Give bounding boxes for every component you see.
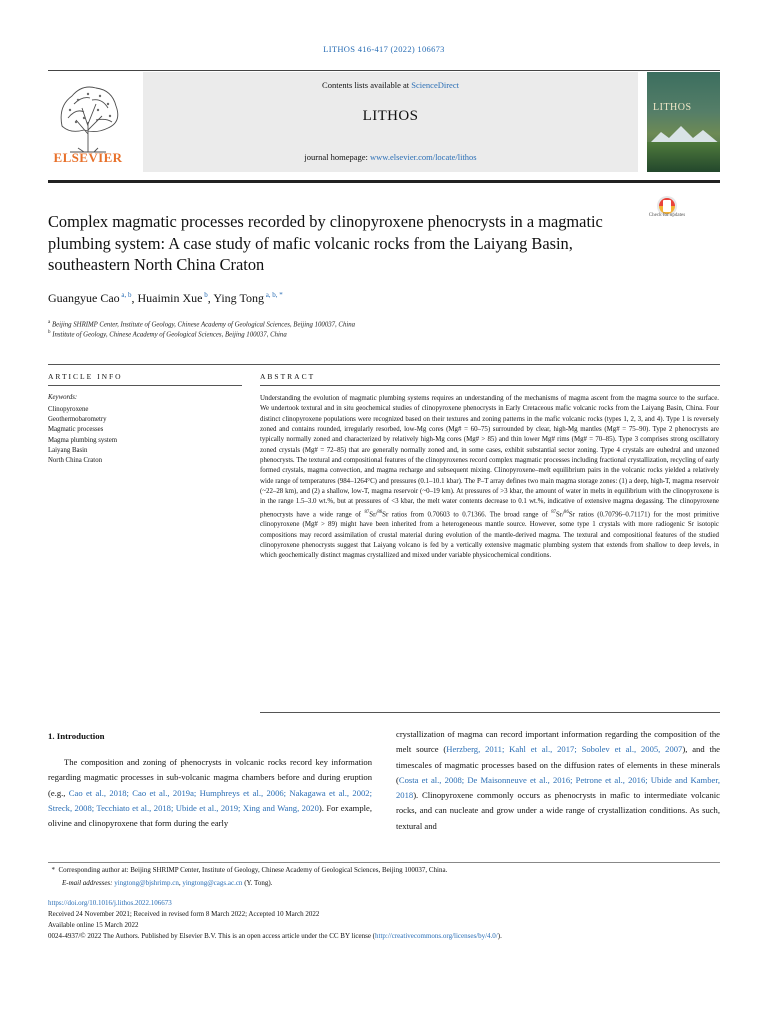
keyword-item[interactable]: Magma plumbing system	[48, 436, 118, 444]
cover-meadow	[647, 142, 720, 172]
author-name[interactable]: Guangyue Cao	[48, 291, 120, 305]
keyword-item[interactable]: North China Craton	[48, 457, 102, 465]
journal-cover-thumbnail[interactable]	[647, 72, 720, 172]
check-for-updates-icon[interactable]	[650, 194, 684, 228]
affiliation: $^b$ Institute of Geology, Chinese Academy of Geological Sciences, Beijing 100037, China	[48, 330, 287, 339]
keyword-item[interactable]: Laiyang Basin	[48, 446, 88, 454]
author-affiliation-mark[interactable]: b	[204, 291, 208, 299]
check-for-updates-label[interactable]: Check for updates	[648, 213, 686, 218]
keyword-item[interactable]: Magmatic processes	[48, 426, 104, 434]
author-list: Guangyue Cao $^{a, b}$, Huaimin Xue $^b$, Ying Tong $^{a, b, *}$	[48, 291, 283, 305]
article-info-heading: ARTICLE INFO	[48, 372, 123, 381]
citation-links[interactable]: Costa et al., 2008; De Maisonneuve et al., 2016; Petrone et al., 2016; Ubide and Kamber, 2018	[396, 774, 720, 801]
email-addresses: E-mail addresses: yingtong@bjshrimp.cn, yingtong@cags.ac.cn (Y. Tong).	[62, 879, 273, 887]
journal-name: LITHOS	[362, 108, 419, 124]
license-statement: 0024-4937/© 2022 The Authors. Published by Elsevier B.V. This is an open access article under the CC BY license (http://creativecommons.org/licenses/by/4.0/).	[48, 932, 502, 940]
abstract-text: Understanding the evolution of magmatic plumbing systems requires an understanding of the mechanisms of magma ascent from the magma source to the surface. We undertook textural and in situ geochemical studies of clinopyroxene phenocrysts in Early Cretaceous mafic volcanic rocks from the Laiyang Basin, China. Four distinct clinopyroxene populations were recognized based on their textures and zoning patterns in the mafic volcanic rocks (types 1, 2, 3, and 4). Type 1 is reversely zoned and contains rounded, irregularly resorbed, low-Mg cores (Mg# = 60–75) surrounded by clear, high-Mg mantles (Mg# = 75–90). Type 2 phenocrysts are typically normally zoned and characterized by relatively high-Mg cores (Mg# > 85) and thin lower Mg# rims (Mg# = 70–85). Type 3 comprises strong oscillatory zoned crystals (Mg# = 72–85) that are generally normally zoned and, in some cases, exhibit substantial sector zoning. Type 4 crystals are euhedral and unzoned phenocrysts. The textural and compositional features of the clinopyroxenes record complex magmatic processes including fractional crystallization, recycling of early formed crystals, magma convection, and magma recharge and subsequent mixing. Clinopyroxene–melt equilibrium pairs in the volcanic rocks yielded a relatively wide range of temperatures (984–1264°C) and pressures (0.1–10.1 kbar). The P–T array defines two main magma storage zones: (1) a deep, high-T, magma reservoir (~22–28 km), and (2) a shallow, low-T, magma reservoir (~0–19 km). At pressures of >3 kbar, the amount of water in melts in equilibrium with the clinopyroxene is in the range 1.5–3.0 wt.%, but at pressures of <3 kbar, the melt water contents decrease to 0.1 wt.%, indicative of extensive magma degassing. The clinopyroxene phenocrysts have a wide range of $^{87}$Sr/$^{86}$Sr ratios from 0.70603 to 0.71366. The broad range of $^{87}$Sr/$^{86}$Sr ratios (0.70796–0.71171) for the most primitive clinopyroxene (Mg# > 89) might have been inherited from a heterogeneous mantle source. However, some type 1 crystals with more radiogenic Sr isotopic compositions may record assimilation of crustal material during evolution of the mantle-derived magma. The textural and compositional features of the studied clinopyroxene phenocrysts suggest that Laiyang volcano is fed by a vertically extensive magmatic plumbing system that extends from shallow to deep levels, in which geochemically distinct magmas crystallized and mixed under variable physicochemical conditions.	[260, 395, 719, 560]
affiliation: $^a$ Beijing SHRIMP Center, Institute of Geology, Chinese Academy of Geological Sciences, Beijing 100037, China	[48, 320, 356, 329]
keywords-label: Keywords:	[48, 394, 78, 401]
contents-availability: Contents lists available at ScienceDirect	[322, 80, 459, 90]
masthead-bottom-rule	[48, 180, 720, 183]
journal-homepage-link[interactable]: www.elsevier.com/locate/lithos	[370, 152, 477, 162]
keyword-item[interactable]: Geothermobarometry	[48, 416, 107, 424]
author-name[interactable]: Ying Tong	[213, 291, 264, 305]
article-info-rule	[48, 385, 242, 386]
sciencedirect-link[interactable]: ScienceDirect	[411, 80, 459, 90]
running-head[interactable]: LITHOS 416-417 (2022) 106673	[323, 44, 445, 54]
footnote-rule	[48, 862, 720, 863]
received-dates: Received 24 November 2021; Received in revised form 8 March 2022; Accepted 10 March 2022	[48, 910, 320, 918]
abstract-rule	[260, 385, 720, 386]
publisher-logo-text: ELSEVIER	[53, 150, 123, 165]
section-divider	[48, 364, 720, 365]
email-link[interactable]: yingtong@bjshrimp.cn	[114, 879, 179, 887]
author-affiliation-mark[interactable]: a, b	[121, 291, 132, 299]
masthead-top-rule	[48, 70, 720, 71]
citation-links[interactable]: Herzberg, 2011; Kahl et al., 2017; Sobolev et al., 2005, 2007	[446, 744, 683, 755]
cover-title: LITHOS	[653, 102, 692, 113]
intro-left-column: The composition and zoning of phenocrysts in volcanic rocks record key information regarding magmatic processes in sub-volcanic magma chambers before and during eruption (e.g., Cao et al., 2018; Cao et al., 2019a; Humphreys et al., 2006; Nakagawa et al., 2002; Streck, 2008; Tecchiato et al., 2018; Ubide et al., 2019; Xing and Wang, 2020). For example, olivine and clinopyroxene that form during the early	[48, 757, 372, 829]
publication-info	[48, 898, 502, 942]
journal-info-box	[143, 72, 638, 172]
keyword-item[interactable]: Clinopyroxene	[48, 406, 89, 413]
journal-masthead	[48, 72, 720, 172]
article-title: Complex magmatic processes recorded by clinopyroxene phenocrysts in a magmatic plumbing system: A case study of mafic volcanic rocks from the Laiyang Basin, southeastern North China Craton	[48, 212, 603, 274]
intro-right-column: crystallization of magma can record important information regarding the composition of the melt source (Herzberg, 2011; Kahl et al., 2017; Sobolev et al., 2005, 2007), and the timescales of magmatic processes based on the diffusion rates of elements in these minerals (Costa et al., 2008; De Maisonneuve et al., 2016; Petrone et al., 2016; Ubide and Kamber, 2018). Clinopyroxene commonly occurs as phenocrysts in mafic to intermediate volcanic rocks, and can nucleate and grow under a wide range of crystallization conditions. As such, textural and	[396, 729, 720, 831]
section-heading-introduction: 1. Introduction	[48, 731, 105, 741]
corresponding-author-note: * Corresponding author at: Beijing SHRIMP Center, Institute of Geology, Chinese Academy of Geological Sciences, Beijing 100037, China.	[48, 866, 448, 874]
abstract-heading: ABSTRACT	[260, 372, 316, 381]
keyword-list	[48, 405, 117, 466]
doi-link[interactable]: https://doi.org/10.1016/j.lithos.2022.106673	[48, 899, 172, 907]
author-affiliation-mark[interactable]: a, b, *	[265, 291, 283, 299]
author-name[interactable]: Huaimin Xue	[137, 291, 203, 305]
citation-links[interactable]: Cao et al., 2018; Cao et al., 2019a; Humphreys et al., 2006; Nakagawa et al., 2002; Streck, 2008; Tecchiato et al., 2018; Ubide et al., 2019; Xing and Wang, 2020	[48, 787, 372, 813]
email-link[interactable]: yingtong@cags.ac.cn	[182, 879, 243, 887]
journal-homepage: journal homepage: www.elsevier.com/locate/lithos	[304, 152, 477, 162]
available-online: Available online 15 March 2022	[48, 921, 139, 929]
license-link[interactable]: http://creativecommons.org/licenses/by/4.0/	[375, 932, 498, 940]
abstract-bottom-rule	[260, 712, 720, 713]
